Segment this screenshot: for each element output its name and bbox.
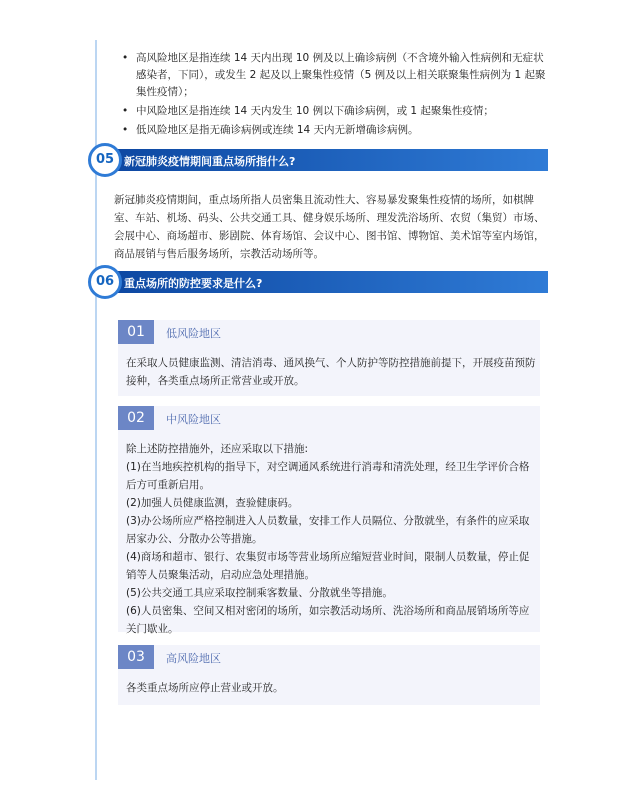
card-line: 除上述防控措施外，还应采取以下措施: xyxy=(126,443,309,455)
high-risk-card xyxy=(118,645,540,705)
card-line: (3)办公场所应严格控制进入人员数量，安排工作人员隔位、分散就坐，有条件的应采取居家办公、分散办公等措施。 xyxy=(126,515,530,545)
risk-definition-list xyxy=(122,50,552,141)
section-title-bar xyxy=(108,149,548,171)
card-title: 中风险地区 xyxy=(166,413,221,426)
card-line: 各类重点场所应停止营业或开放。 xyxy=(126,682,284,694)
section-number-badge: 06 xyxy=(88,265,122,299)
section-title: 重点场所的防控要求是什么? xyxy=(124,277,263,290)
card-number-tab: 03 xyxy=(118,645,154,669)
card-line: (1)在当地疾控机构的指导下，对空调通风系统进行消毒和清洗处理，经卫生学评价合格后方可重新启用。 xyxy=(126,461,530,491)
card-body xyxy=(126,354,536,390)
card-line: (4)商场和超市、银行、农集贸市场等营业场所应缩短营业时间，限制人员数量，停止促销等人员聚集活动，启动应急处理措施。 xyxy=(126,551,530,581)
card-body xyxy=(126,679,536,697)
card-title: 高风险地区 xyxy=(166,652,221,665)
section-05-paragraph: 新冠肺炎疫情期间，重点场所指人员密集且流动性大、容易暴发聚集性疫情的场所，如棋牌室、车站、机场、码头、公共交通工具、健身娱乐场所、理发洗浴场所、农贸（集贸）市场、会展中心、商场超市、影剧院、体育场馆、会议中心、图书馆、博物馆、美术馆等室内场馆，商品展销与售后服务场所，宗教活动场所等。 xyxy=(114,194,545,260)
card-number-tab: 01 xyxy=(118,320,154,344)
low-risk-card xyxy=(118,320,540,396)
section-title-bar xyxy=(108,271,548,293)
section-title: 新冠肺炎疫情期间重点场所指什么? xyxy=(124,155,296,168)
card-number-tab: 02 xyxy=(118,406,154,430)
card-body xyxy=(126,440,536,638)
medium-risk-card xyxy=(118,406,540,635)
section-number-badge: 05 xyxy=(88,143,122,177)
card-line: 在采取人员健康监测、清洁消毒、通风换气、个人防护等防控措施前提下，开展疫苗预防接种，各类重点场所正常营业或开放。 xyxy=(126,357,536,387)
list-item: • 低风险地区是指无确诊病例或连续 14 天内无新增确诊病例。 xyxy=(122,122,552,139)
card-line: (5)公共交通工具应采取控制乘客数量、分散就坐等措施。 xyxy=(126,587,393,599)
card-title: 低风险地区 xyxy=(166,327,221,340)
card-line: (6)人员密集、空间又相对密闭的场所，如宗教活动场所、洗浴场所和商品展销场所等应关门歇业。 xyxy=(126,605,530,635)
card-line: (2)加强人员健康监测，查验健康码。 xyxy=(126,497,299,509)
list-item: • 中风险地区是指连续 14 天内发生 10 例以下确诊病例，或 1 起聚集性疫情； xyxy=(122,103,552,120)
list-item: • 高风险地区是指连续 14 天内出现 10 例及以上确诊病例（不含境外输入性病例和无症状感染者，下同），或发生 2 起及以上聚集性疫情（5 例及以上相关联聚集性病例为 1 起聚集性疫情）； xyxy=(122,50,552,101)
